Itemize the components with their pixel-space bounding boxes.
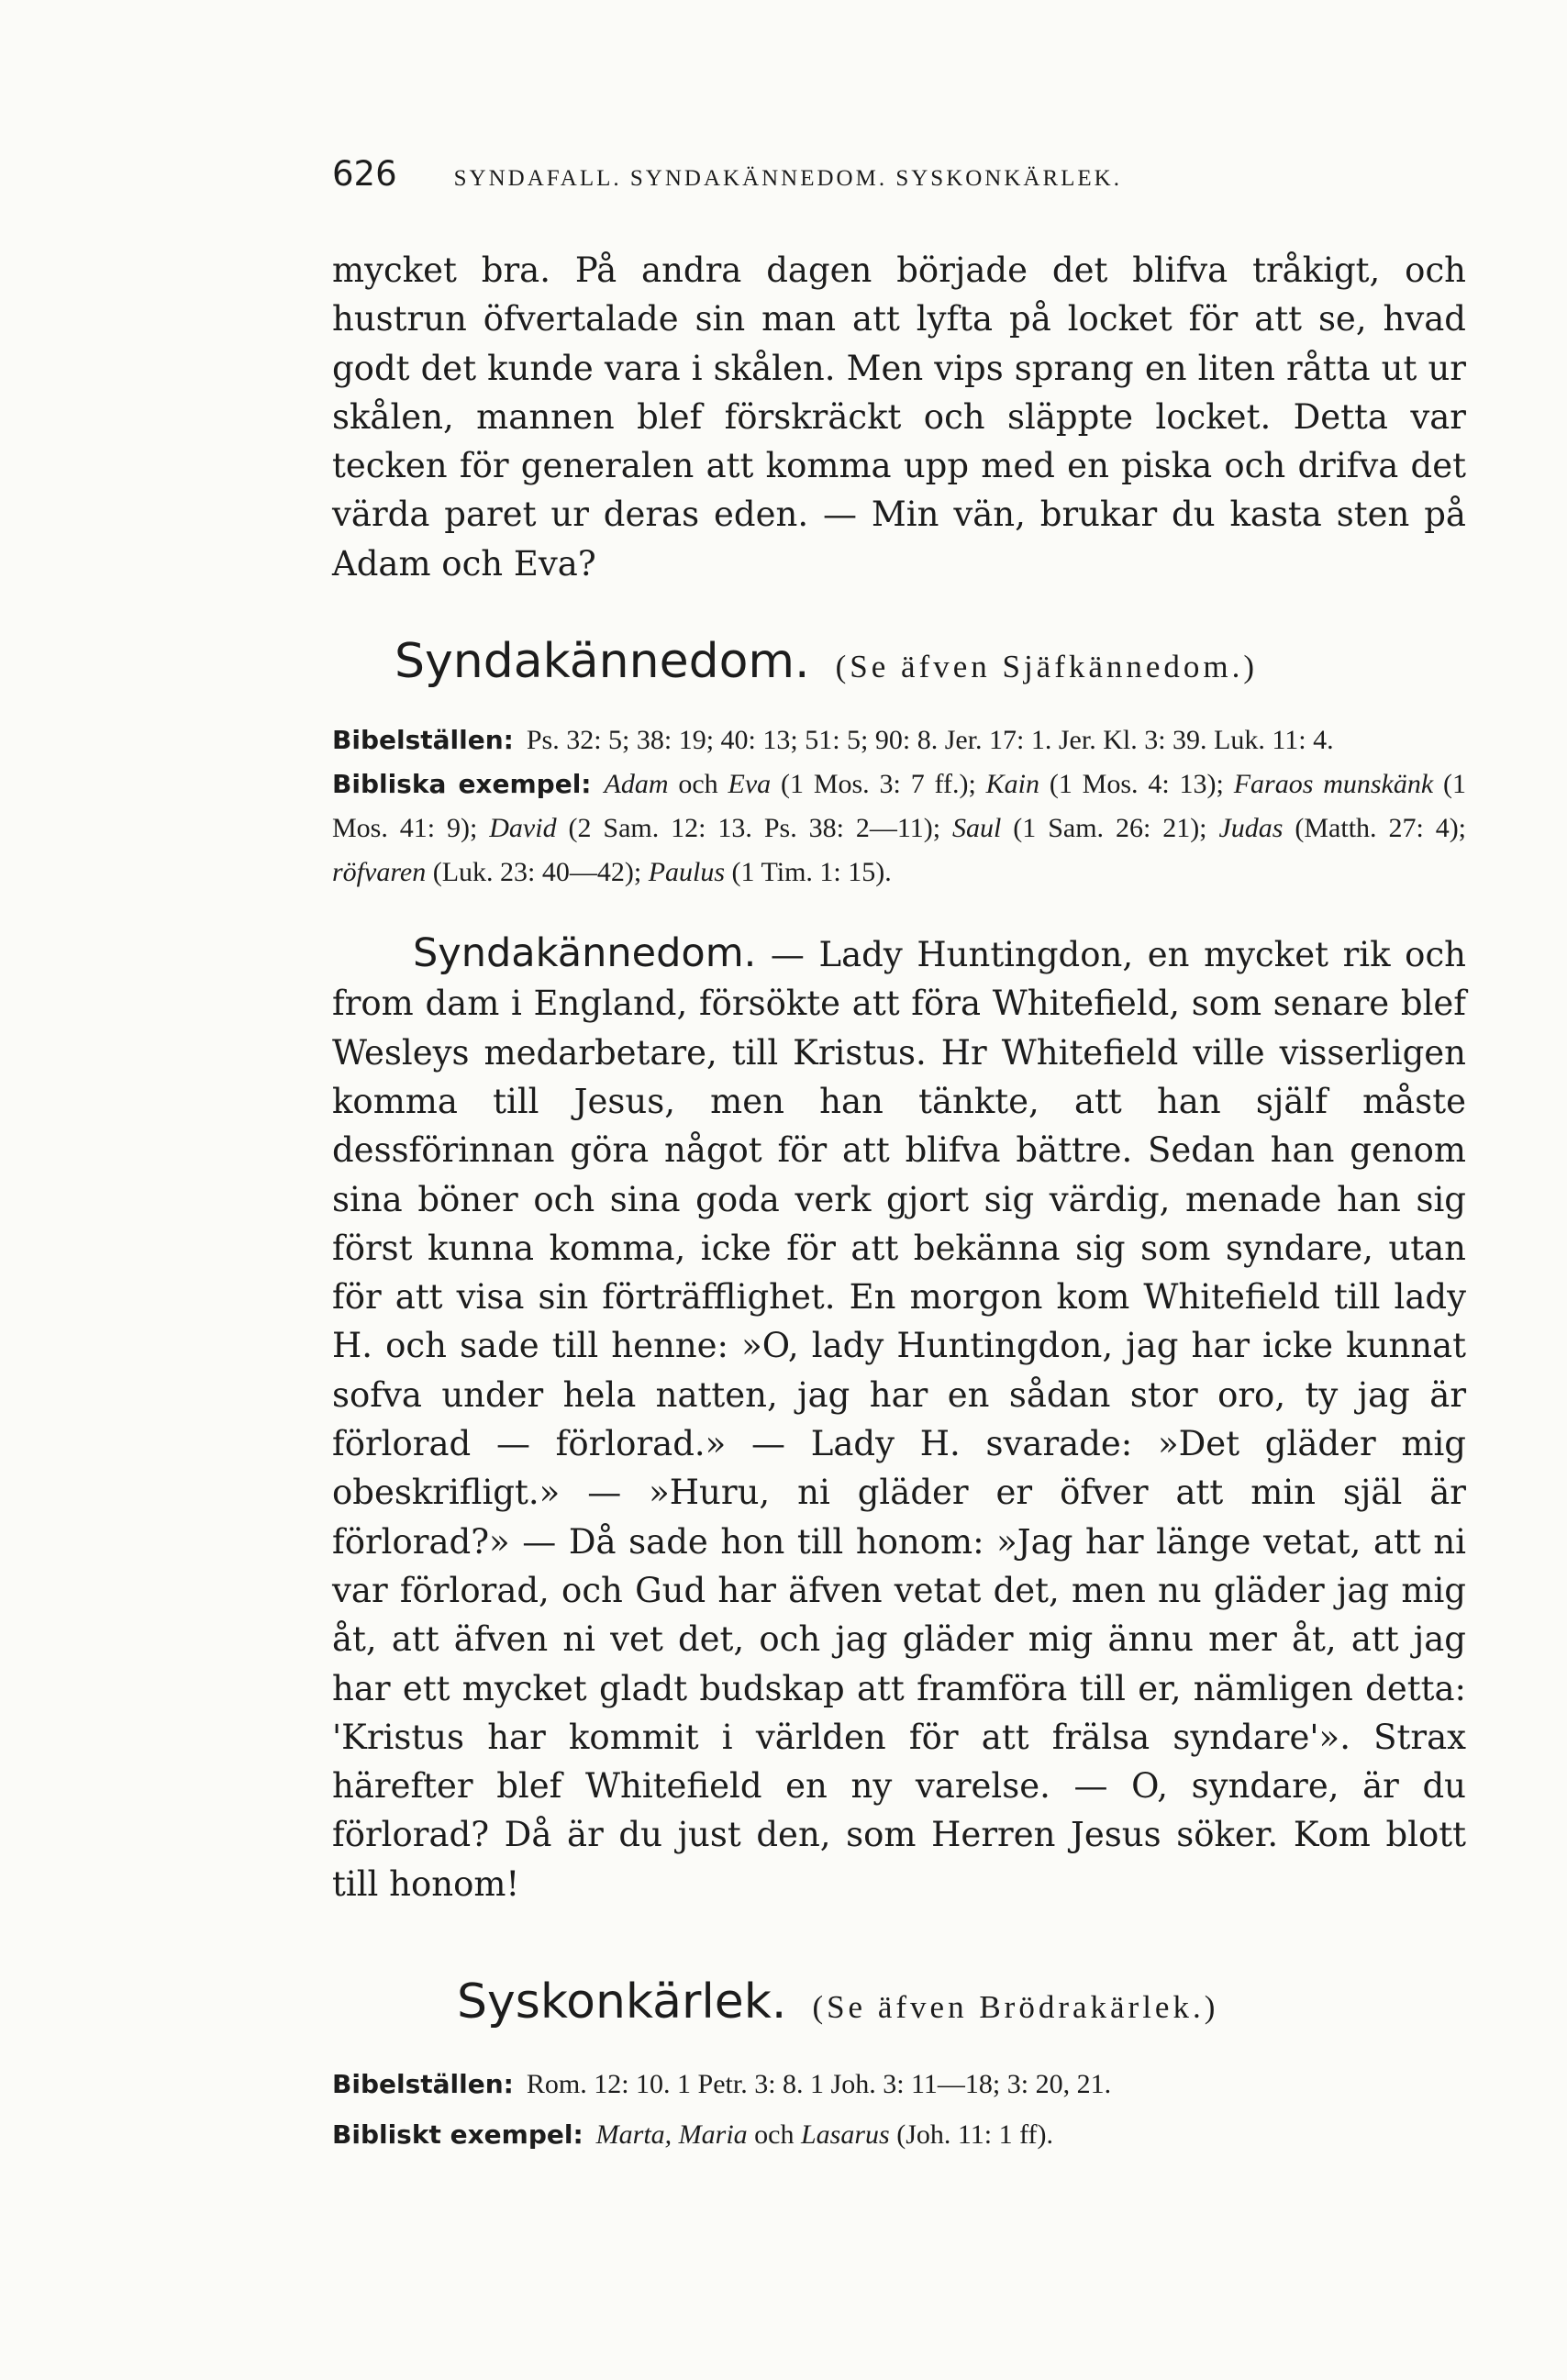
see-also-reference: (Se äfven Sjäfkännedom.) [835, 649, 1259, 685]
bible-example-label: Bibliskt exempel: [332, 2119, 583, 2151]
bible-references-label: Bibelställen: [332, 725, 514, 756]
example-name: David [489, 813, 557, 844]
running-head [332, 154, 1466, 209]
example-name: Kain [985, 769, 1039, 800]
bible-examples-label: Bibliska exempel: [332, 769, 592, 800]
example-name: Saul [952, 813, 1002, 844]
section-title: Syndakännedom. [395, 634, 810, 690]
see-also-reference: (Se äfven Brödrakärlek.) [812, 1989, 1219, 2026]
example-name: Adam [604, 769, 669, 800]
example-ref: (1 Mos. 4: 13); [1049, 769, 1224, 800]
example-ref: (2 Sam. 12: 13. Ps. 38: 2—11); [568, 813, 941, 844]
example-name: Maria [678, 2119, 748, 2151]
bible-references [332, 2059, 1466, 2109]
running-title: SYNDAFALL. SYNDAKÄNNEDOM. SYSKONKÄRLEK. [453, 166, 1122, 191]
example-name: Judas [1218, 813, 1284, 844]
section-title: Syskonkärlek. [457, 1974, 787, 2030]
book-page [332, 154, 1466, 2160]
example-name: Lasarus [800, 2119, 890, 2151]
story-title: Syndakännedom. [413, 930, 757, 977]
example-conjunction: och [754, 2119, 795, 2151]
story-text: — Lady Huntingdon, en mycket rik och from dam i England, försökte att föra Whitefield, som senare blef Wesleys medarbetare, till Kristus. Hr Whitefield ville visserligen komma till Jesus, men han tänkte, att han själf måste dessförinnan göra något för att blifva bättre. Sedan han genom sina böner och sina goda verk gjort sig värdig, menade han sig först kunna komma, icke för att bekänna sig som syndare, utan för att visa sin förträfflighet. En morgon kom Whitefield till lady H. och sade till henne: »O, lady Huntingdon, jag har icke kunnat sofva under hela natten, jag har en sådan stor oro, ty jag är förlorad — förlorad.» — Lady H. svarade: »Det gläder mig obeskrifligt.» — »Huru, ni gläder er öfver att min själ är förlorad?» — Då sade hon till honom: »Jag har länge vetat, att ni var förlorad, och Gud har äfven vetat det, men nu gläder jag mig åt, att äfven ni vet det, och jag gläder mig ännu mer åt, att jag har ett mycket gladt budskap att framföra till er, nämligen detta: 'Kristus har kommit i världen för att frälsa syndare'». Strax härefter blef Whitefield en ny varelse. — O, syndare, är du förlorad? Då är du just den, som Herren Jesus söker. Kom blott till honom! [332, 935, 1466, 1904]
example-ref: (Matth. 27: 4); [1295, 813, 1467, 844]
bible-references-text: Ps. 32: 5; 38: 19; 40: 13; 51: 5; 90: 8. Jer. 17: 1. Jer. Kl. 3: 39. Luk. 11: 4. [526, 725, 1334, 756]
example-name: Paulus [648, 857, 726, 888]
bible-references [332, 718, 1466, 762]
example-ref: (1 Sam. 26: 21); [1013, 813, 1207, 844]
story-paragraph [332, 929, 1466, 1908]
example-ref: (1 Mos. 3: 7 ff.); [781, 769, 976, 800]
example-ref: (Luk. 23: 40—42); [432, 857, 642, 888]
example-name: Faraos munskänk [1233, 769, 1434, 800]
story-block [332, 929, 1466, 1908]
example-name: Marta, [595, 2119, 672, 2151]
example-name: röfvaren [332, 857, 427, 888]
references-block [332, 2059, 1466, 2160]
example-conjunction: och [678, 769, 718, 800]
section-heading-syskonkarlek [332, 1974, 1466, 2039]
intro-paragraph: mycket bra. På andra dagen började det blifva tråkigt, och hustrun öfvertalade sin man att lyfta på locket för att se, hvad godt det kunde vara i skålen. Men vips sprang en liten råtta ut ur skålen, mannen blef förskräckt och släppte locket. Detta var tecken för generalen att komma upp med en piska och drifva det värda paret ur deras eden. — Min vän, brukar du kasta sten på Adam och Eva? [332, 250, 1466, 584]
bible-references-label: Bibelställen: [332, 2069, 514, 2100]
bible-references-text: Rom. 12: 10. 1 Petr. 3: 8. 1 Joh. 3: 11—18; 3: 20, 21. [526, 2069, 1112, 2100]
example-ref: (1 Tim. 1: 15). [731, 857, 892, 888]
bible-examples [332, 762, 1466, 895]
page-number: 626 [332, 154, 397, 194]
example-ref: (1 Mos. 41: 9); [332, 769, 1467, 844]
references-block [332, 718, 1466, 895]
section-heading-syndakannedom [332, 634, 1466, 698]
bible-example [332, 2109, 1466, 2160]
example-ref: (Joh. 11: 1 ff). [896, 2119, 1054, 2151]
example-name: Eva [728, 769, 772, 800]
